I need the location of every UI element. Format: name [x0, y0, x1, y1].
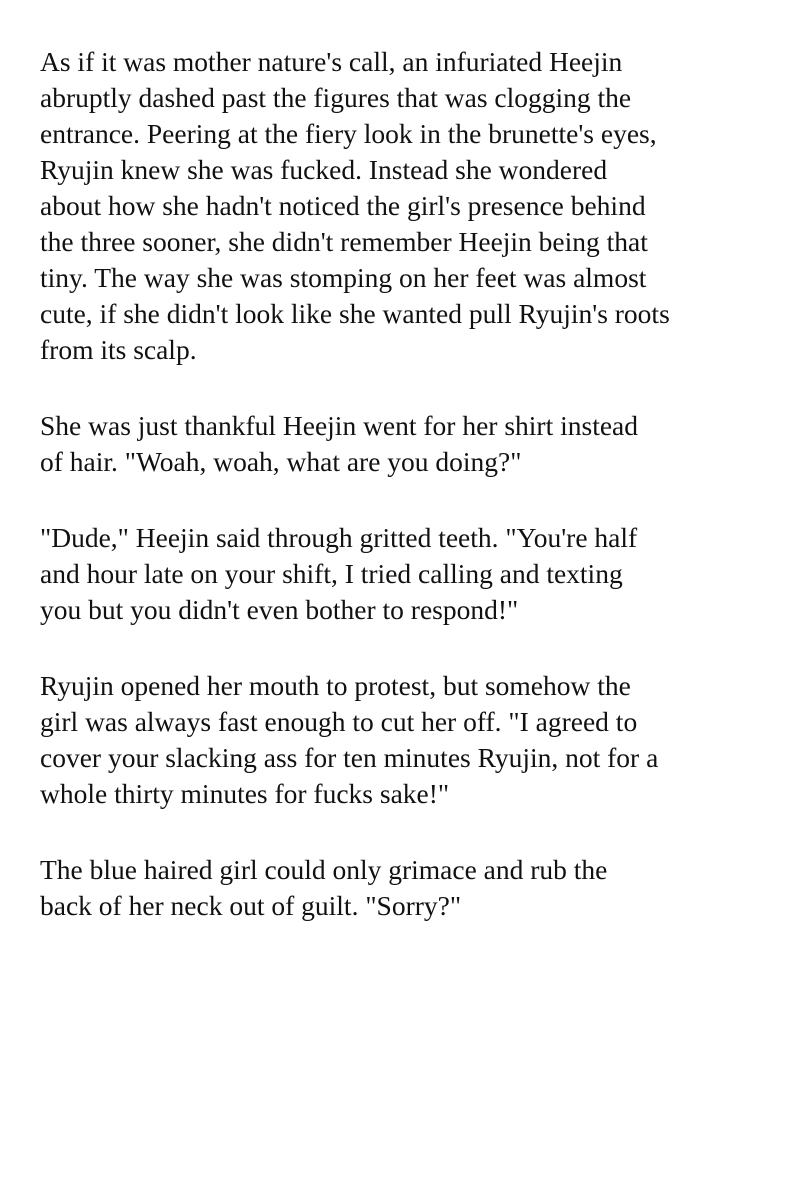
text-line: Ryujin opened her mouth to protest, but somehow the: [40, 670, 631, 701]
text-line: of hair. "Woah, woah, what are you doing?": [40, 446, 522, 477]
text-line: about how she hadn't noticed the girl's presence behind: [40, 190, 646, 221]
text-line: entrance. Peering at the fiery look in the brunette's eyes,: [40, 118, 657, 149]
text-line: cute, if she didn't look like she wanted pull Ryujin's roots: [40, 298, 670, 329]
text-line: tiny. The way she was stomping on her feet was almost: [40, 262, 647, 293]
text-line: "Dude," Heejin said through gritted teeth. "You're half: [40, 522, 638, 553]
text-line: The blue haired girl could only grimace and rub the: [40, 854, 608, 885]
text-line: girl was always fast enough to cut her off. "I agreed to: [40, 706, 638, 737]
text-line: abruptly dashed past the figures that was clogging the: [40, 82, 632, 113]
text-line: As if it was mother nature's call, an infuriated Heejin: [40, 46, 623, 77]
paragraph-5: [40, 852, 760, 924]
paragraph-4: [40, 668, 760, 812]
text-line: back of her neck out of guilt. "Sorry?": [40, 890, 462, 921]
paragraph-1: [40, 44, 760, 368]
text-line: Ryujin knew she was fucked. Instead she wondered: [40, 154, 608, 185]
text-line: and hour late on your shift, I tried calling and texting: [40, 558, 623, 589]
paragraph-2: [40, 408, 760, 480]
text-line: you but you didn't even bother to respond!": [40, 594, 519, 625]
text-line: whole thirty minutes for fucks sake!": [40, 778, 450, 809]
text-line: from its scalp.: [40, 334, 197, 365]
text-line: the three sooner, she didn't remember Heejin being that: [40, 226, 648, 257]
text-line: She was just thankful Heejin went for her shirt instead: [40, 410, 638, 441]
paragraph-3: [40, 520, 760, 628]
text-line: cover your slacking ass for ten minutes Ryujin, not for a: [40, 742, 659, 773]
